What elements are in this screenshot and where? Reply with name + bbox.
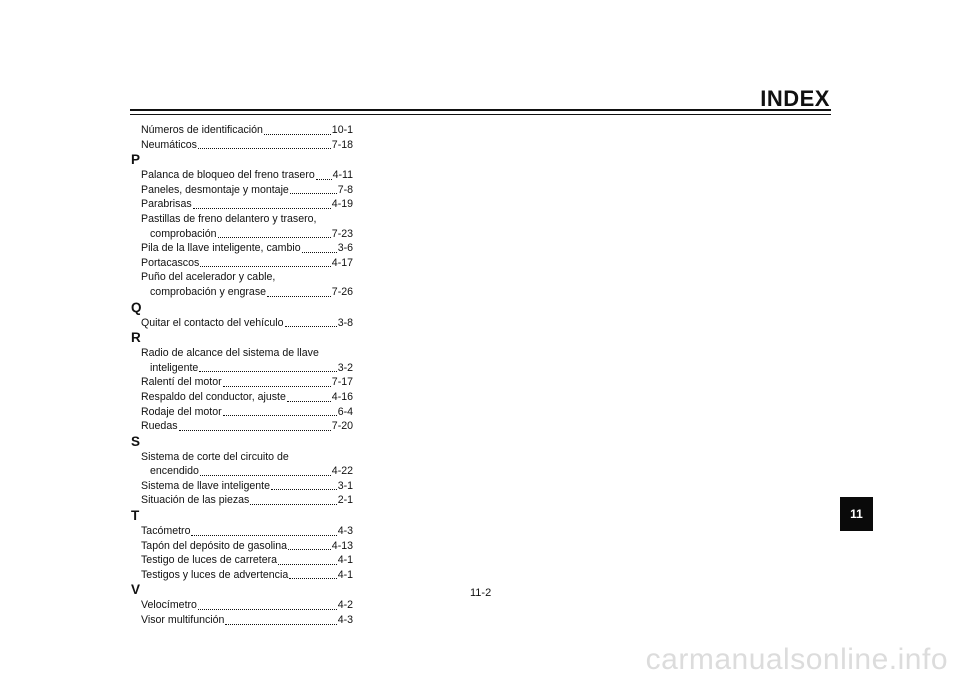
index-letter-heading: Q — [131, 299, 142, 315]
dot-leader — [225, 624, 336, 625]
index-entry[interactable] — [131, 168, 353, 183]
index-entry-text: Parabrisas — [141, 198, 192, 211]
index-entry[interactable] — [131, 346, 353, 375]
index-letter-heading: S — [131, 433, 141, 449]
dot-leader — [250, 504, 336, 505]
dot-leader — [223, 415, 337, 416]
index-entry-text: Números de identificación — [141, 124, 263, 136]
index-entry[interactable] — [131, 390, 353, 405]
dot-leader — [193, 208, 331, 209]
index-entry[interactable] — [131, 123, 353, 138]
dot-leader — [278, 564, 337, 565]
index-entry-page: 2-1 — [337, 494, 353, 507]
dot-leader — [179, 430, 331, 431]
index-entry-text: comprobación — [150, 227, 217, 240]
index-entry-text: Testigos y luces de advertencia — [141, 568, 289, 581]
index-entry-page: 4-3 — [337, 525, 353, 538]
index-entry-page: 7-18 — [331, 138, 353, 151]
index-entry[interactable] — [131, 270, 353, 299]
index-entry-text: Tapón del depósito de gasolina — [141, 539, 288, 552]
header-rule-thin — [130, 114, 831, 115]
index-entry-page: 4-1 — [337, 554, 353, 567]
dot-leader — [288, 549, 331, 550]
index-letter-heading: T — [131, 508, 140, 524]
index-letter-heading: V — [131, 582, 141, 598]
index-entry[interactable] — [131, 405, 353, 420]
header-rule-thick — [130, 109, 831, 111]
index-entry[interactable] — [131, 183, 353, 198]
index-letter-heading: P — [131, 152, 141, 168]
index-entry-text: Portacascos — [141, 256, 200, 269]
index-entry-page: 4-1 — [337, 568, 353, 581]
dot-leader — [223, 386, 331, 387]
dot-leader — [264, 134, 331, 135]
index-entry-page: 4-13 — [331, 539, 353, 552]
index-column — [131, 123, 353, 628]
page-title: INDEX — [760, 86, 830, 111]
dot-leader — [285, 326, 337, 327]
dot-leader — [267, 296, 331, 297]
index-entry-text: Radio de alcance del sistema de llave — [141, 347, 319, 360]
index-letter-heading: R — [131, 330, 141, 346]
dot-leader — [302, 252, 337, 253]
index-entry-page: 7-17 — [331, 376, 353, 389]
dot-leader — [199, 371, 336, 372]
dot-leader — [316, 179, 332, 180]
index-entry-page: 4-19 — [331, 198, 353, 211]
index-entry-page: 3-8 — [337, 316, 353, 329]
index-entry-page: 4-2 — [337, 599, 353, 612]
dot-leader — [200, 266, 331, 267]
index-entry[interactable] — [131, 375, 353, 390]
index-entry-page: 4-3 — [337, 614, 353, 627]
index-entry-page: 3-2 — [337, 361, 353, 374]
index-entry[interactable] — [131, 568, 353, 583]
index-entry-text: Pastillas de freno delantero y trasero, — [141, 212, 317, 225]
index-entry-text: Velocímetro — [141, 599, 197, 612]
index-entry[interactable] — [131, 524, 353, 539]
index-entry-text: Sistema de corte del circuito de — [141, 450, 289, 463]
index-entry-page: 4-22 — [331, 465, 353, 478]
dot-leader — [198, 609, 337, 610]
index-entry-text: Ruedas — [141, 420, 178, 433]
dot-leader — [271, 489, 337, 490]
index-entry-text: Ralentí del motor — [141, 376, 222, 389]
index-entry[interactable] — [131, 493, 353, 508]
dot-leader — [290, 193, 337, 194]
index-entry-page: 7-26 — [331, 285, 353, 298]
index-entry-page: 10-1 — [331, 124, 353, 136]
index-entry[interactable] — [131, 419, 353, 434]
index-entry-page: 7-20 — [331, 420, 353, 433]
index-entry[interactable] — [131, 256, 353, 271]
index-entry-text: encendido — [150, 465, 199, 478]
dot-leader — [191, 535, 336, 536]
index-entry[interactable] — [131, 539, 353, 554]
index-entry[interactable] — [131, 316, 353, 331]
index-entry-page: 7-23 — [331, 227, 353, 240]
index-entry-text: Respaldo del conductor, ajuste — [141, 390, 286, 403]
index-entry-text: Visor multifunción — [141, 614, 225, 627]
index-entry-text: Tacómetro — [141, 525, 191, 538]
dot-leader — [289, 578, 336, 579]
index-entry-page: 3-6 — [337, 242, 353, 255]
index-entry-text: Neumáticos — [141, 138, 197, 151]
index-entry-text: inteligente — [150, 361, 199, 374]
index-entry-page: 7-8 — [337, 183, 353, 196]
dot-leader — [287, 401, 331, 402]
watermark: carmanualsonline.info — [645, 643, 948, 676]
dot-leader — [198, 148, 331, 149]
index-entry-text: Puño del acelerador y cable, — [141, 271, 276, 284]
index-entry[interactable] — [131, 553, 353, 568]
index-entry[interactable] — [131, 479, 353, 494]
index-entry-page: 4-11 — [332, 169, 353, 182]
index-entry-text: Quitar el contacto del vehículo — [141, 316, 284, 329]
index-entry-text: Sistema de llave inteligente — [141, 479, 270, 492]
index-entry-text: Testigo de luces de carretera — [141, 554, 278, 567]
dot-leader — [200, 475, 331, 476]
index-entry[interactable] — [131, 212, 353, 241]
index-entry[interactable] — [131, 598, 353, 613]
index-entry[interactable] — [131, 197, 353, 212]
index-entry-text: Rodaje del motor — [141, 405, 222, 418]
index-entry-page: 3-1 — [337, 479, 353, 492]
index-entry-text: Situación de las piezas — [141, 494, 250, 507]
chapter-tab[interactable]: 11 — [840, 497, 873, 531]
index-entry[interactable] — [131, 450, 353, 479]
index-entry-page: 6-4 — [337, 405, 353, 418]
index-entry[interactable] — [131, 613, 353, 628]
page-number: 11-2 — [470, 587, 492, 599]
index-entry-text: comprobación y engrase — [150, 285, 267, 298]
index-entry-page: 4-17 — [331, 256, 353, 269]
index-entry-text: Paneles, desmontaje y montaje — [141, 183, 289, 196]
index-entry[interactable] — [131, 138, 353, 153]
index-entry-page: 4-16 — [331, 390, 353, 403]
index-entry-text: Pila de la llave inteligente, cambio — [141, 242, 301, 255]
dot-leader — [218, 237, 331, 238]
index-entry-text: Palanca de bloqueo del freno trasero — [141, 169, 315, 182]
index-entry[interactable] — [131, 241, 353, 256]
